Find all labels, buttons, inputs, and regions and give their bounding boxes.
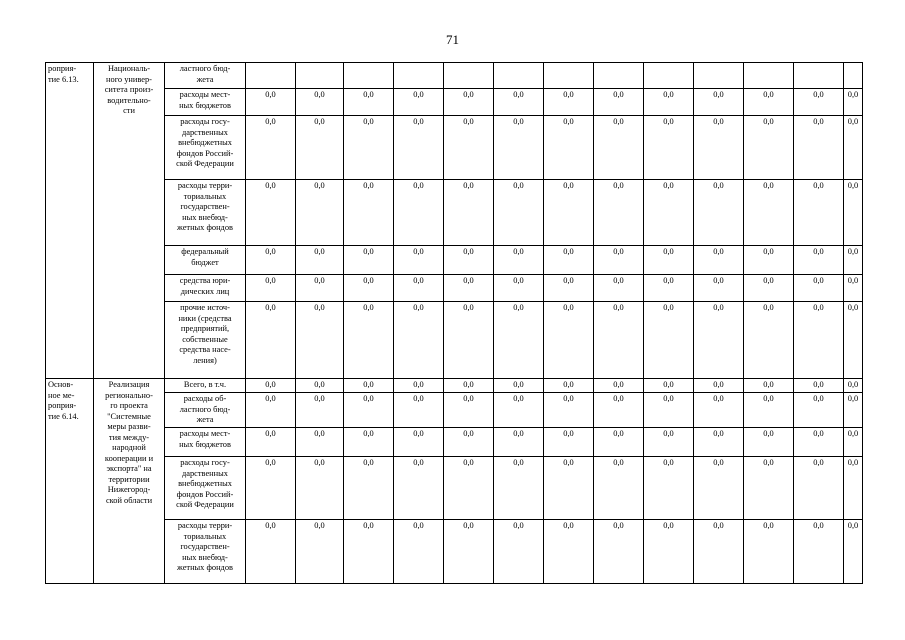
value-cell: 0,0 (594, 246, 644, 275)
value-cell: 0,0 (644, 393, 694, 428)
value-cell: 0,0 (394, 116, 444, 180)
value-cell: 0,0 (644, 275, 694, 302)
value-cell: 0,0 (544, 180, 594, 246)
value-cell: 0,0 (644, 246, 694, 275)
value-cell: 0,0 (694, 116, 744, 180)
value-cell: 0,0 (246, 180, 296, 246)
value-cell: 0,0 (794, 302, 844, 379)
value-cell: 0,0 (794, 393, 844, 428)
value-cell: 0,0 (246, 457, 296, 520)
funding-source-cell: прочие источ- ники (средства предприятий, собственные средства насе- ления) (165, 302, 246, 379)
value-cell: 0,0 (394, 89, 444, 116)
value-cell: 0,0 (744, 457, 794, 520)
value-cell: 0,0 (544, 379, 594, 393)
funding-source-cell: ластного бюд- жета (165, 63, 246, 89)
value-cell: 0,0 (844, 428, 863, 457)
table-row (46, 180, 863, 246)
value-cell: 0,0 (644, 116, 694, 180)
value-cell: 0,0 (844, 393, 863, 428)
value-cell: 0,0 (844, 89, 863, 116)
value-cell: 0,0 (444, 89, 494, 116)
value-cell: 0,0 (344, 302, 394, 379)
value-cell: 0,0 (494, 457, 544, 520)
value-cell: 0,0 (844, 302, 863, 379)
value-cell: 0,0 (394, 180, 444, 246)
funding-source-cell: расходы госу- дарственных внебюджетных фондов Россий- ской Федерации (165, 116, 246, 180)
value-cell: 0,0 (444, 428, 494, 457)
value-cell: 0,0 (296, 302, 344, 379)
measure-name-cell: Националь- ного универ- ситета произ- водительно- сти (94, 63, 165, 379)
value-cell: 0,0 (694, 393, 744, 428)
value-cell: 0,0 (644, 379, 694, 393)
funding-source-cell: расходы терри- ториальных государствен- ных внебюд- жетных фондов (165, 180, 246, 246)
value-cell: 0,0 (494, 379, 544, 393)
value-cell: 0,0 (394, 275, 444, 302)
value-cell: 0,0 (594, 116, 644, 180)
value-cell: 0,0 (794, 379, 844, 393)
value-cell: 0,0 (744, 180, 794, 246)
table-row (46, 89, 863, 116)
value-cell: 0,0 (246, 379, 296, 393)
value-cell: 0,0 (296, 457, 344, 520)
funding-source-cell: расходы мест- ных бюджетов (165, 89, 246, 116)
funding-source-cell: расходы об- ластного бюд- жета (165, 393, 246, 428)
value-cell: 0,0 (644, 457, 694, 520)
value-cell: 0,0 (494, 246, 544, 275)
budget-table (45, 62, 863, 584)
value-cell: 0,0 (694, 275, 744, 302)
value-cell: 0,0 (794, 180, 844, 246)
value-cell: 0,0 (494, 393, 544, 428)
value-cell: 0,0 (794, 275, 844, 302)
value-cell: 0,0 (344, 457, 394, 520)
value-cell: 0,0 (296, 275, 344, 302)
value-cell: 0,0 (344, 180, 394, 246)
value-cell: 0,0 (296, 116, 344, 180)
value-cell: 0,0 (744, 393, 794, 428)
value-cell: 0,0 (344, 89, 394, 116)
measure-cell: Основ- ное ме- роприя- тие 6.14. (46, 379, 94, 584)
value-cell: 0,0 (246, 520, 296, 584)
funding-source-cell: федеральный бюджет (165, 246, 246, 275)
value-cell: 0,0 (594, 393, 644, 428)
value-cell: 0,0 (296, 520, 344, 584)
value-cell: 0,0 (494, 180, 544, 246)
value-cell: 0,0 (494, 520, 544, 584)
value-cell (246, 63, 296, 89)
value-cell (594, 63, 644, 89)
value-cell: 0,0 (544, 520, 594, 584)
value-cell: 0,0 (246, 116, 296, 180)
value-cell: 0,0 (444, 457, 494, 520)
value-cell (844, 63, 863, 89)
value-cell: 0,0 (694, 89, 744, 116)
value-cell: 0,0 (444, 275, 494, 302)
value-cell (794, 63, 844, 89)
value-cell: 0,0 (394, 302, 444, 379)
value-cell: 0,0 (644, 428, 694, 457)
value-cell: 0,0 (544, 246, 594, 275)
value-cell: 0,0 (694, 246, 744, 275)
value-cell: 0,0 (344, 520, 394, 584)
value-cell: 0,0 (246, 275, 296, 302)
page-number: 71 (446, 32, 459, 47)
value-cell: 0,0 (794, 246, 844, 275)
table-row (46, 302, 863, 379)
value-cell: 0,0 (544, 116, 594, 180)
value-cell: 0,0 (544, 393, 594, 428)
value-cell (444, 63, 494, 89)
value-cell: 0,0 (494, 428, 544, 457)
value-cell: 0,0 (594, 180, 644, 246)
value-cell (296, 63, 344, 89)
value-cell: 0,0 (394, 428, 444, 457)
value-cell: 0,0 (594, 275, 644, 302)
value-cell: 0,0 (794, 520, 844, 584)
value-cell: 0,0 (344, 275, 394, 302)
value-cell: 0,0 (694, 428, 744, 457)
value-cell: 0,0 (296, 89, 344, 116)
value-cell: 0,0 (246, 393, 296, 428)
value-cell: 0,0 (744, 275, 794, 302)
value-cell: 0,0 (246, 89, 296, 116)
value-cell: 0,0 (494, 89, 544, 116)
value-cell: 0,0 (594, 379, 644, 393)
value-cell: 0,0 (296, 428, 344, 457)
table-row (46, 393, 863, 428)
value-cell: 0,0 (694, 302, 744, 379)
value-cell: 0,0 (344, 116, 394, 180)
value-cell: 0,0 (494, 116, 544, 180)
value-cell: 0,0 (494, 302, 544, 379)
value-cell: 0,0 (344, 379, 394, 393)
value-cell (344, 63, 394, 89)
value-cell: 0,0 (644, 89, 694, 116)
value-cell (644, 63, 694, 89)
value-cell: 0,0 (544, 89, 594, 116)
value-cell: 0,0 (594, 89, 644, 116)
value-cell: 0,0 (296, 393, 344, 428)
table-row (46, 428, 863, 457)
value-cell: 0,0 (594, 302, 644, 379)
value-cell: 0,0 (844, 180, 863, 246)
value-cell: 0,0 (544, 275, 594, 302)
value-cell: 0,0 (744, 116, 794, 180)
table-row (46, 246, 863, 275)
value-cell: 0,0 (444, 393, 494, 428)
value-cell: 0,0 (794, 89, 844, 116)
value-cell: 0,0 (444, 180, 494, 246)
value-cell: 0,0 (844, 457, 863, 520)
value-cell: 0,0 (594, 457, 644, 520)
value-cell: 0,0 (394, 520, 444, 584)
value-cell (744, 63, 794, 89)
value-cell: 0,0 (594, 520, 644, 584)
table-row (46, 116, 863, 180)
value-cell: 0,0 (644, 520, 694, 584)
value-cell: 0,0 (444, 302, 494, 379)
measure-cell: роприя- тие 6.13. (46, 63, 94, 379)
value-cell: 0,0 (794, 116, 844, 180)
table-row (46, 457, 863, 520)
value-cell: 0,0 (744, 89, 794, 116)
value-cell: 0,0 (344, 246, 394, 275)
funding-source-cell: расходы госу- дарственных внебюджетных фондов Россий- ской Федерации (165, 457, 246, 520)
value-cell: 0,0 (444, 116, 494, 180)
value-cell: 0,0 (694, 520, 744, 584)
value-cell: 0,0 (594, 428, 644, 457)
value-cell: 0,0 (644, 180, 694, 246)
value-cell: 0,0 (744, 246, 794, 275)
value-cell: 0,0 (794, 457, 844, 520)
value-cell: 0,0 (394, 457, 444, 520)
value-cell: 0,0 (444, 246, 494, 275)
table-row (46, 520, 863, 584)
value-cell: 0,0 (394, 379, 444, 393)
funding-source-cell: расходы мест- ных бюджетов (165, 428, 246, 457)
value-cell: 0,0 (246, 428, 296, 457)
value-cell: 0,0 (644, 302, 694, 379)
value-cell: 0,0 (694, 379, 744, 393)
value-cell: 0,0 (694, 180, 744, 246)
table-row (46, 63, 863, 89)
value-cell: 0,0 (394, 246, 444, 275)
value-cell (544, 63, 594, 89)
value-cell: 0,0 (544, 428, 594, 457)
value-cell: 0,0 (246, 302, 296, 379)
value-cell: 0,0 (694, 457, 744, 520)
value-cell: 0,0 (744, 302, 794, 379)
value-cell (694, 63, 744, 89)
value-cell: 0,0 (794, 428, 844, 457)
value-cell (394, 63, 444, 89)
value-cell: 0,0 (344, 393, 394, 428)
value-cell: 0,0 (744, 428, 794, 457)
measure-name-cell: Реализация регионально- го проекта "Системные меры разви- тия между- народной кооперации и экспорта" на территории Нижегород- ской области (94, 379, 165, 584)
value-cell: 0,0 (844, 379, 863, 393)
funding-source-cell: расходы терри- ториальных государствен- ных внебюд- жетных фондов (165, 520, 246, 584)
value-cell: 0,0 (844, 246, 863, 275)
value-cell (494, 63, 544, 89)
value-cell: 0,0 (844, 275, 863, 302)
funding-source-cell: средства юри- дических лиц (165, 275, 246, 302)
value-cell: 0,0 (296, 246, 344, 275)
value-cell: 0,0 (296, 379, 344, 393)
value-cell: 0,0 (844, 520, 863, 584)
value-cell: 0,0 (544, 457, 594, 520)
value-cell: 0,0 (444, 379, 494, 393)
value-cell: 0,0 (394, 393, 444, 428)
value-cell: 0,0 (344, 428, 394, 457)
value-cell: 0,0 (494, 275, 544, 302)
value-cell: 0,0 (246, 246, 296, 275)
value-cell: 0,0 (744, 379, 794, 393)
value-cell: 0,0 (544, 302, 594, 379)
table-row (46, 379, 863, 393)
value-cell: 0,0 (444, 520, 494, 584)
value-cell: 0,0 (844, 116, 863, 180)
value-cell: 0,0 (744, 520, 794, 584)
value-cell: 0,0 (296, 180, 344, 246)
funding-source-cell: Всего, в т.ч. (165, 379, 246, 393)
table-row (46, 275, 863, 302)
